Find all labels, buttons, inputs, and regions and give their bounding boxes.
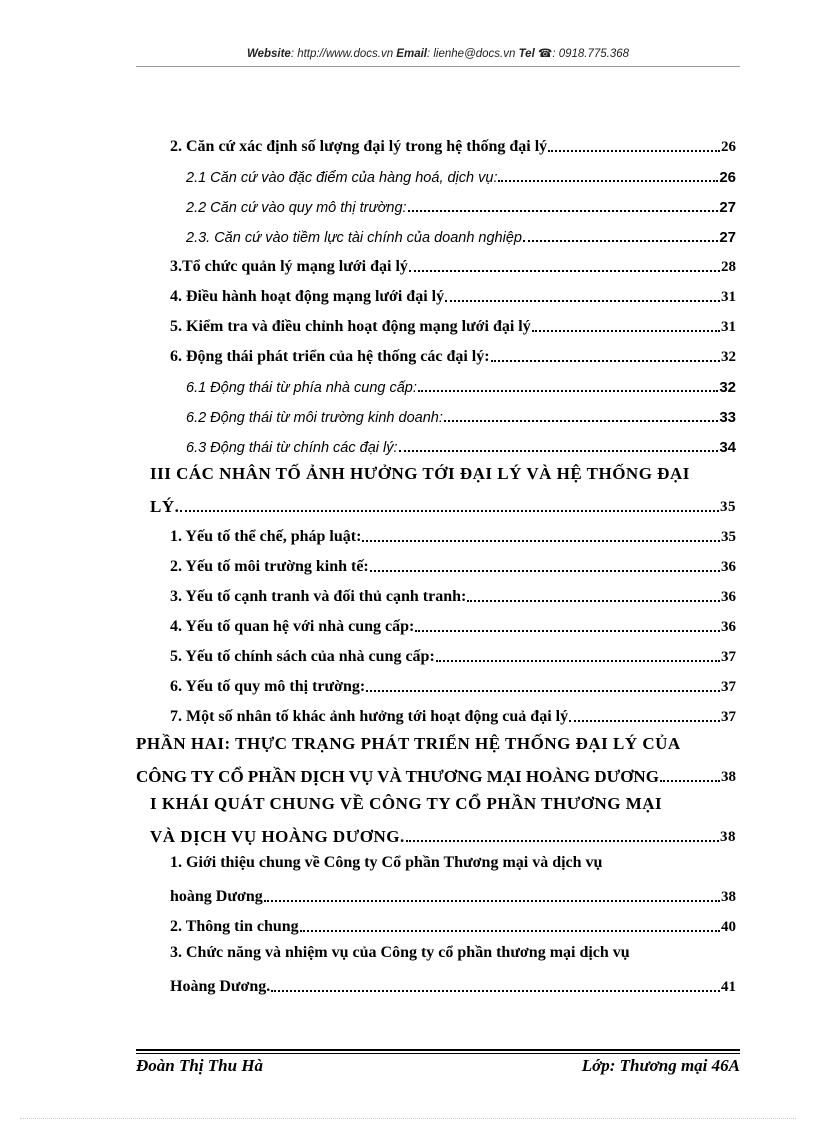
page-header bbox=[136, 46, 740, 60]
toc-entry[interactable] bbox=[170, 551, 736, 575]
toc-leader bbox=[436, 650, 720, 662]
toc-entry[interactable] bbox=[186, 371, 736, 395]
toc-entry-page: 34 bbox=[719, 439, 736, 456]
toc-entry-text: LÝ. bbox=[150, 497, 180, 516]
footer-rule bbox=[136, 1049, 740, 1051]
toc-entry-page: 28 bbox=[721, 259, 736, 275]
toc-leader bbox=[660, 770, 720, 782]
toc-entry[interactable] bbox=[150, 821, 736, 845]
toc-entry[interactable] bbox=[170, 521, 736, 545]
toc-entry-page: 31 bbox=[721, 319, 736, 335]
toc-entry-page: 36 bbox=[721, 559, 736, 575]
toc-leader bbox=[370, 560, 720, 572]
toc-leader bbox=[408, 200, 719, 212]
tel-label: Tel bbox=[518, 48, 535, 60]
toc-leader bbox=[418, 380, 718, 392]
toc-entry-page: 35 bbox=[720, 499, 736, 515]
toc-entry[interactable] bbox=[170, 881, 736, 905]
page-bottom-border bbox=[20, 1118, 796, 1119]
footer-rule bbox=[136, 1053, 740, 1054]
toc-entry-text: 6. Động thái phát triển của hệ thống các đại lý: bbox=[170, 348, 490, 365]
toc-entry-page: 33 bbox=[719, 409, 736, 426]
toc-leader bbox=[362, 530, 720, 542]
toc-entry-page: 38 bbox=[720, 829, 736, 845]
toc-entry[interactable] bbox=[170, 311, 736, 335]
website-value: : http://www.docs.vn bbox=[290, 48, 394, 60]
toc-entry-page: 36 bbox=[721, 619, 736, 635]
toc-entry-text: 4. Yếu tố quan hệ với nhà cung cấp: bbox=[170, 618, 415, 635]
toc-entry-text: 6.2 Động thái từ môi trường kinh doanh: bbox=[186, 409, 443, 426]
toc-entry-text: Hoàng Dương. bbox=[170, 978, 271, 995]
toc-leader bbox=[532, 320, 720, 332]
toc-entry-page: 38 bbox=[721, 889, 736, 905]
toc-entry-text: 6. Yếu tố quy mô thị trường: bbox=[170, 678, 366, 695]
footer-author: Đoàn Thị Thu Hà bbox=[136, 1056, 264, 1075]
toc-entry-text: 2.3. Căn cứ vào tiềm lực tài chính của doanh nghiệp bbox=[186, 229, 522, 246]
toc-entry-page: 40 bbox=[721, 919, 736, 935]
toc-entry-text: 1. Yếu tố thể chế, pháp luật: bbox=[170, 528, 362, 545]
toc-entry-text: 6.3 Động thái từ chính các đại lý: bbox=[186, 439, 398, 456]
toc-entry-page: 32 bbox=[721, 349, 736, 365]
email-value: : lienhe@docs.vn bbox=[426, 48, 516, 60]
toc-subheading[interactable]: 3. Chức năng và nhiệm vụ của Công ty cổ phần thương mại dịch vụ bbox=[170, 944, 630, 961]
toc-leader bbox=[399, 440, 719, 452]
toc-entry[interactable] bbox=[170, 581, 736, 605]
toc-entry[interactable] bbox=[170, 281, 736, 305]
toc-entry[interactable] bbox=[186, 431, 736, 455]
toc-entry-page: 31 bbox=[721, 289, 736, 305]
toc-entry-text: 2. Yếu tố môi trường kinh tế: bbox=[170, 558, 369, 575]
toc-leader bbox=[467, 590, 720, 602]
toc-entry[interactable] bbox=[170, 131, 736, 155]
toc-entry-page: 32 bbox=[719, 379, 736, 396]
toc-entry-text: 3.Tổ chức quản lý mạng lưới đại lý bbox=[170, 258, 408, 275]
toc-entry-text: 4. Điều hành hoạt động mạng lưới đại lý bbox=[170, 288, 445, 305]
toc-leader bbox=[406, 830, 719, 842]
toc-section-heading[interactable]: I KHÁI QUÁT CHUNG VỀ CÔNG TY CỔ PHẦN THƯƠNG MẠI bbox=[150, 794, 663, 813]
toc-entry-page: 38 bbox=[721, 769, 736, 785]
toc-entry-text: 7. Một số nhân tố khác ảnh hưởng tới hoạt động cuả đại lý bbox=[170, 708, 569, 725]
toc-subheading[interactable]: 1. Giới thiệu chung về Công ty Cổ phần Thương mại và dịch vụ bbox=[170, 854, 603, 871]
toc-entry-text: 5. Yếu tố chính sách của nhà cung cấp: bbox=[170, 648, 435, 665]
toc-leader bbox=[445, 290, 720, 302]
toc-entry-text: 6.1 Động thái từ phía nhà cung cấp: bbox=[186, 379, 417, 396]
email-label: Email bbox=[396, 48, 427, 60]
toc-entry[interactable] bbox=[170, 971, 736, 995]
toc-entry-page: 37 bbox=[721, 649, 736, 665]
toc-entry[interactable] bbox=[186, 191, 736, 215]
toc-entry-page: 41 bbox=[721, 979, 736, 995]
toc-entry[interactable] bbox=[150, 491, 736, 515]
header-rule bbox=[136, 66, 740, 67]
toc-section-heading[interactable]: III CÁC NHÂN TỐ ẢNH HƯỞNG TỚI ĐẠI LÝ VÀ HỆ THỐNG ĐẠI bbox=[150, 464, 690, 483]
toc-entry-text: VÀ DỊCH VỤ HOÀNG DƯƠNG. bbox=[150, 827, 405, 846]
toc-entry-page: 37 bbox=[721, 709, 736, 725]
toc-entry[interactable] bbox=[170, 251, 736, 275]
toc-leader bbox=[444, 410, 718, 422]
toc-leader bbox=[180, 500, 719, 512]
toc-entry[interactable] bbox=[170, 911, 736, 935]
toc-entry-page: 27 bbox=[719, 229, 736, 246]
toc-entry-text: 2. Thông tin chung bbox=[170, 918, 299, 935]
toc-leader bbox=[300, 920, 720, 932]
footer-class: Lớp: Thương mại 46A bbox=[581, 1056, 740, 1075]
toc-entry-page: 27 bbox=[719, 199, 736, 216]
toc-leader bbox=[523, 230, 718, 242]
toc-entry-page: 26 bbox=[721, 139, 736, 155]
toc-leader bbox=[569, 710, 720, 722]
toc-entry-text: CÔNG TY CỔ PHẦN DỊCH VỤ VÀ THƯƠNG MẠI HOÀNG DƯƠNG bbox=[136, 767, 659, 786]
toc-entry-page: 35 bbox=[721, 529, 736, 545]
phone-icon: ☎ bbox=[537, 48, 553, 60]
tel-value: : 0918.775.368 bbox=[552, 48, 630, 60]
toc-entry-text: 5. Kiểm tra và điều chỉnh hoạt động mạng lưới đại lý bbox=[170, 318, 531, 335]
toc-entry-page: 26 bbox=[719, 169, 736, 186]
toc-entry-text: 3. Yếu tố cạnh tranh và đối thủ cạnh tranh: bbox=[170, 588, 467, 605]
toc-leader bbox=[415, 620, 720, 632]
toc-leader bbox=[409, 260, 720, 272]
toc-entry[interactable] bbox=[170, 701, 736, 725]
toc-entry[interactable] bbox=[170, 341, 736, 365]
toc-entry-text: hoàng Dương bbox=[170, 888, 263, 905]
toc-entry[interactable] bbox=[186, 221, 736, 245]
toc-leader bbox=[548, 140, 720, 152]
toc-entry-page: 37 bbox=[721, 679, 736, 695]
toc-entry-text: 2. Căn cứ xác định số lượng đại lý trong hệ thống đại lý bbox=[170, 138, 548, 155]
toc-leader bbox=[366, 680, 720, 692]
toc-entry-page: 36 bbox=[721, 589, 736, 605]
toc-part-heading[interactable]: PHẦN HAI: THỰC TRẠNG PHÁT TRIỂN HỆ THỐNG ĐẠI LÝ CỦA bbox=[136, 734, 681, 753]
toc-leader bbox=[491, 350, 720, 362]
toc-leader bbox=[498, 170, 718, 182]
toc-entry[interactable] bbox=[170, 641, 736, 665]
toc-entry-text: 2.1 Căn cứ vào đặc điểm của hàng hoá, dịch vụ: bbox=[186, 169, 498, 186]
toc-entry-text: 2.2 Căn cứ vào quy mô thị trường: bbox=[186, 199, 407, 216]
toc-entry[interactable] bbox=[170, 671, 736, 695]
toc-entry[interactable] bbox=[186, 161, 736, 185]
toc-leader bbox=[264, 890, 720, 902]
toc-entry[interactable] bbox=[170, 611, 736, 635]
toc-entry[interactable] bbox=[136, 761, 736, 785]
website-label: Website bbox=[246, 48, 291, 60]
toc-entry[interactable] bbox=[186, 401, 736, 425]
toc-leader bbox=[271, 980, 720, 992]
